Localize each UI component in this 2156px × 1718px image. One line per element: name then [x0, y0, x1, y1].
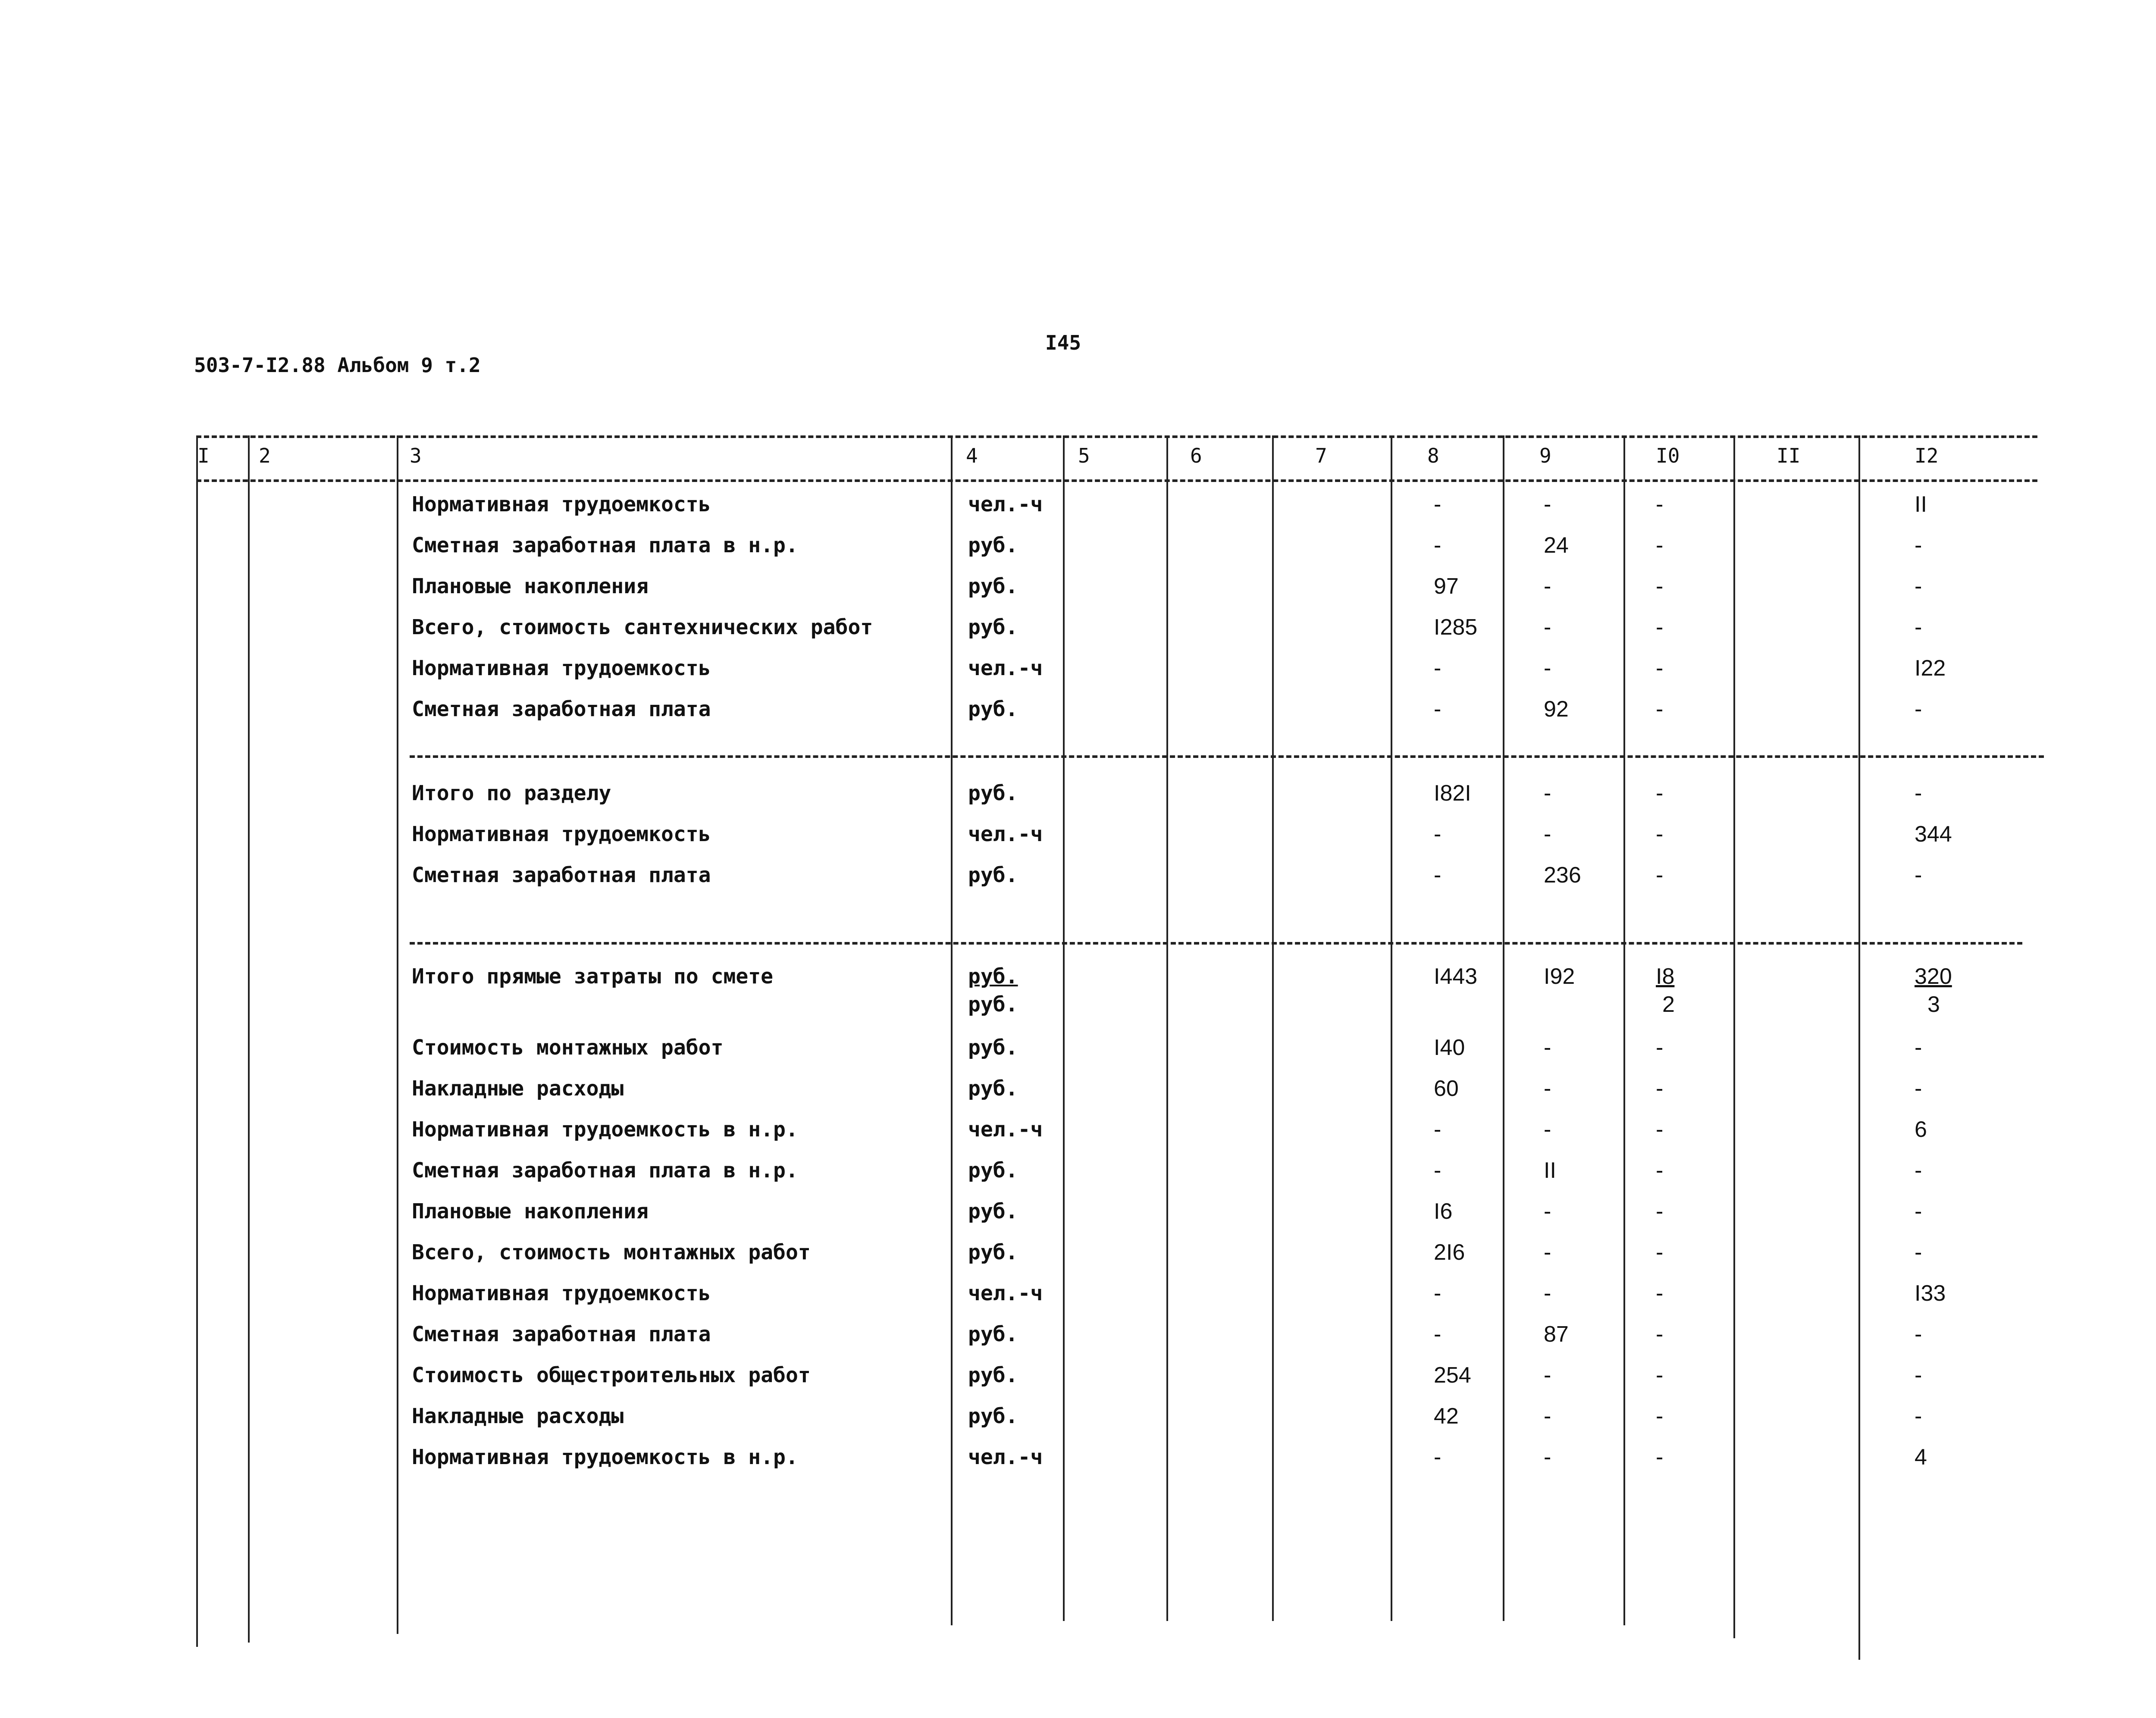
- cell-col-10: -: [1656, 1322, 1664, 1347]
- cell-col-9: 92: [1544, 697, 1569, 722]
- row-description: Итого по разделу: [412, 781, 611, 805]
- cell-col-9: II: [1544, 1158, 1556, 1183]
- column-rule: [1272, 435, 1274, 1621]
- row-unit: чел.-ч: [968, 1445, 1043, 1469]
- cell-col-8: I285: [1434, 615, 1478, 640]
- column-rule: [1063, 435, 1065, 1621]
- cell-col-8: 2I6: [1434, 1240, 1465, 1265]
- column-header: 7: [1315, 444, 1327, 467]
- cell-col-12: 4: [1915, 1445, 1927, 1470]
- cell-col-12-denominator: 3: [1927, 992, 1940, 1017]
- cell-col-12: -: [1915, 1404, 1922, 1429]
- column-rule: [1858, 435, 1860, 1660]
- cell-col-8: I82I: [1434, 781, 1471, 806]
- dashed-rule: [410, 755, 2044, 758]
- row-unit: чел.-ч: [968, 656, 1043, 680]
- cell-col-8: -: [1434, 1445, 1442, 1470]
- row-description: Плановые накопления: [412, 574, 649, 598]
- row-unit: руб.: [968, 1363, 1018, 1387]
- row-unit: руб.: [968, 781, 1018, 805]
- cell-col-12: I22: [1915, 656, 1946, 681]
- row-unit: чел.-ч: [968, 492, 1043, 516]
- cell-col-8: -: [1434, 1158, 1442, 1183]
- cell-col-9: 236: [1544, 863, 1581, 888]
- cell-col-8: -: [1434, 656, 1442, 681]
- cell-col-12: 344: [1915, 822, 1952, 847]
- page-number: I45: [1045, 331, 1081, 354]
- dashed-rule: [196, 435, 2037, 438]
- cell-col-12: -: [1915, 533, 1922, 558]
- cell-col-10: -: [1656, 1158, 1664, 1183]
- row-description: Нормативная трудоемкость: [412, 1281, 711, 1305]
- cell-col-12: -: [1915, 1363, 1922, 1388]
- cell-col-12: -: [1915, 1240, 1922, 1265]
- cell-col-8: -: [1434, 863, 1442, 888]
- column-rule: [397, 435, 398, 1634]
- cell-col-10: -: [1656, 656, 1664, 681]
- column-header: 2: [259, 444, 271, 467]
- row-unit: руб.: [968, 964, 1018, 989]
- cell-col-8: -: [1434, 697, 1442, 722]
- row-description: Всего, стоимость сантехнических работ: [412, 615, 873, 639]
- row-unit: чел.-ч: [968, 1117, 1043, 1142]
- row-unit: руб.: [968, 1199, 1018, 1224]
- cell-col-8: 97: [1434, 574, 1459, 599]
- cell-col-10: -: [1656, 1404, 1664, 1429]
- cell-col-9: -: [1544, 492, 1551, 517]
- row-description: Накладные расходы: [412, 1076, 624, 1101]
- cell-col-12: -: [1915, 697, 1922, 722]
- cell-col-12: -: [1915, 1322, 1922, 1347]
- cell-col-10: -: [1656, 863, 1664, 888]
- cell-col-8: -: [1434, 533, 1442, 558]
- cell-col-12: -: [1915, 1076, 1922, 1101]
- row-description: Сметная заработная плата: [412, 863, 711, 887]
- cell-col-10: I8: [1656, 964, 1675, 989]
- cell-col-9: -: [1544, 1199, 1551, 1224]
- column-rule: [248, 435, 250, 1643]
- row-unit: руб.: [968, 1404, 1018, 1428]
- row-unit: руб.: [968, 863, 1018, 887]
- cell-col-10: -: [1656, 697, 1664, 722]
- column-rule: [1503, 435, 1504, 1621]
- row-unit: руб.: [968, 533, 1018, 557]
- cell-col-10: -: [1656, 1035, 1664, 1060]
- column-header: 4: [966, 444, 978, 467]
- column-header: I: [197, 444, 210, 467]
- cell-col-10: -: [1656, 781, 1664, 806]
- cell-col-10: -: [1656, 1076, 1664, 1101]
- cell-col-9: -: [1544, 1404, 1551, 1429]
- column-rule: [1166, 435, 1168, 1621]
- column-rule: [951, 435, 953, 1625]
- row-unit: чел.-ч: [968, 1281, 1043, 1305]
- cell-col-8: 60: [1434, 1076, 1459, 1101]
- row-unit: чел.-ч: [968, 822, 1043, 846]
- row-unit-secondary: руб.: [968, 992, 1018, 1017]
- row-description: Стоимость общестроительных работ: [412, 1363, 811, 1387]
- cell-col-10: -: [1656, 1281, 1664, 1306]
- column-header: 6: [1190, 444, 1202, 467]
- column-rule: [1623, 435, 1625, 1625]
- row-description: Сметная заработная плата в н.р.: [412, 533, 798, 557]
- cell-col-12: I33: [1915, 1281, 1946, 1306]
- row-unit: руб.: [968, 1158, 1018, 1183]
- dashed-rule: [196, 479, 2037, 482]
- cell-col-10: -: [1656, 574, 1664, 599]
- cell-col-12: 6: [1915, 1117, 1927, 1142]
- cell-col-9: 24: [1544, 533, 1569, 558]
- cell-col-10: -: [1656, 1240, 1664, 1265]
- column-header: 9: [1539, 444, 1551, 467]
- cell-col-12: -: [1915, 863, 1922, 888]
- cell-col-9: -: [1544, 1076, 1551, 1101]
- cell-col-10: -: [1656, 1117, 1664, 1142]
- cell-col-9: -: [1544, 574, 1551, 599]
- column-header: II: [1777, 444, 1801, 467]
- row-description: Накладные расходы: [412, 1404, 624, 1428]
- column-rule: [1391, 435, 1392, 1621]
- row-description: Всего, стоимость монтажных работ: [412, 1240, 811, 1264]
- row-unit: руб.: [968, 1036, 1018, 1060]
- column-header: 3: [410, 444, 422, 467]
- row-description: Нормативная трудоемкость: [412, 656, 711, 680]
- cell-col-9: 87: [1544, 1322, 1569, 1347]
- row-description: Нормативная трудоемкость: [412, 822, 711, 846]
- cell-col-9: -: [1544, 822, 1551, 847]
- cell-col-9: -: [1544, 781, 1551, 806]
- cell-col-9: -: [1544, 656, 1551, 681]
- row-description: Сметная заработная плата в н.р.: [412, 1158, 798, 1183]
- cell-col-12: -: [1915, 1158, 1922, 1183]
- row-description: Нормативная трудоемкость в н.р.: [412, 1445, 798, 1469]
- row-unit: руб.: [968, 1240, 1018, 1264]
- cell-col-10-denominator: 2: [1662, 992, 1675, 1017]
- cell-col-10: -: [1656, 533, 1664, 558]
- cell-col-10: -: [1656, 822, 1664, 847]
- cell-col-10: -: [1656, 1445, 1664, 1470]
- cell-col-12: -: [1915, 1199, 1922, 1224]
- cell-col-10: -: [1656, 1363, 1664, 1388]
- cell-col-12: 320: [1915, 964, 1952, 989]
- cell-col-12: -: [1915, 781, 1922, 806]
- dashed-rule: [410, 942, 2022, 945]
- cell-col-8: I6: [1434, 1199, 1453, 1224]
- column-rule: [196, 435, 198, 1647]
- cell-col-8: -: [1434, 492, 1442, 517]
- row-description: Нормативная трудоемкость: [412, 492, 711, 516]
- cell-col-8: -: [1434, 822, 1442, 847]
- cell-col-10: -: [1656, 1199, 1664, 1224]
- cell-col-8: -: [1434, 1281, 1442, 1306]
- row-unit: руб.: [968, 697, 1018, 721]
- row-unit: руб.: [968, 574, 1018, 598]
- cell-col-10: -: [1656, 615, 1664, 640]
- row-description: Плановые накопления: [412, 1199, 649, 1224]
- row-description: Итого прямые затраты по смете: [412, 964, 774, 989]
- row-unit: руб.: [968, 1322, 1018, 1346]
- cell-col-10: -: [1656, 492, 1664, 517]
- row-description: Стоимость монтажных работ: [412, 1036, 724, 1060]
- cell-col-9: -: [1544, 1363, 1551, 1388]
- column-header: 5: [1078, 444, 1090, 467]
- cell-col-8: -: [1434, 1117, 1442, 1142]
- cell-col-9: -: [1544, 1035, 1551, 1060]
- column-header: I2: [1915, 444, 1939, 467]
- row-unit: руб.: [968, 1076, 1018, 1101]
- cell-col-9: -: [1544, 1445, 1551, 1470]
- column-header: I0: [1656, 444, 1680, 467]
- column-header: 8: [1427, 444, 1439, 467]
- row-unit: руб.: [968, 615, 1018, 639]
- cell-col-9: -: [1544, 1281, 1551, 1306]
- cell-col-8: I40: [1434, 1035, 1465, 1060]
- document-code: 503-7-I2.88 Альбом 9 т.2: [194, 354, 481, 377]
- row-description: Сметная заработная плата: [412, 697, 711, 721]
- cell-col-12: II: [1915, 492, 1927, 517]
- cell-col-8: 254: [1434, 1363, 1471, 1388]
- cell-col-9: -: [1544, 1240, 1551, 1265]
- cell-col-9: -: [1544, 615, 1551, 640]
- cell-col-8: 42: [1434, 1404, 1459, 1429]
- cell-col-9: -: [1544, 1117, 1551, 1142]
- row-description: Сметная заработная плата: [412, 1322, 711, 1346]
- cell-col-8: -: [1434, 1322, 1442, 1347]
- cell-col-8: I443: [1434, 964, 1478, 989]
- cell-col-9: I92: [1544, 964, 1575, 989]
- row-description: Нормативная трудоемкость в н.р.: [412, 1117, 798, 1142]
- column-rule: [1733, 435, 1735, 1638]
- cell-col-12: -: [1915, 615, 1922, 640]
- cell-col-12: -: [1915, 1035, 1922, 1060]
- cell-col-12: -: [1915, 574, 1922, 599]
